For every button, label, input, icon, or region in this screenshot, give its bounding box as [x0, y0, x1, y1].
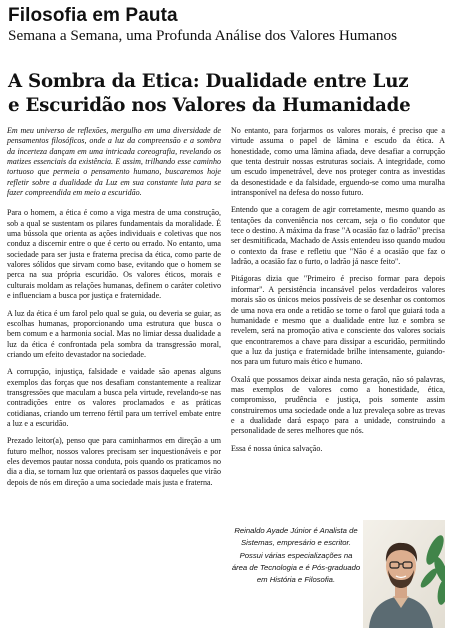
article-headline: [8, 70, 444, 118]
body-paragraph: A luz da ética é um farol pelo qual se guia, ou deveria se guiar, as escolhas humanas, proporcionando uma estrutura que busca o bem comum e a harmonia social. Mas no limiar dessa dualidade a luz da ética é confrontada pela sombra da transgressão moral, criando um efeito devastador na sociedade.: [7, 308, 221, 359]
headline-line-1: A Sombra da Etica: Dualidade entre Luz: [8, 71, 409, 92]
article-column-left: [7, 126, 221, 495]
publication-subtitle: Semana a Semana, uma Profunda Análise dos Valores Humanos: [8, 27, 398, 44]
body-paragraph: A corrupção, injustiça, falsidade e vaidade são apenas alguns exemplos das forças que nos desafiam constantemente a realizar transgressões que maculam a busca pela virtude, revelando-se nas contradições entre os valores proclamados e as práticas cotidianas, criando um terreno fértil para um terrível embate entre a luz e a escuridão.: [7, 367, 221, 428]
body-paragraph: Entendo que a coragem de agir corretamente, mesmo quando as tentações da conveniência nos cercam, seja o fio condutor que tece o destino. A máxima da frase "A ocasião faz o ladrão" precisa ser desmitificada, Machado de Assis entendeu isso quando mudou o contexto da frase e refletiu que "Não é a ocasião que faz o ladrão, a ocasião faz o furto, o ladrão já nasce feito".: [231, 205, 445, 267]
author-portrait-image: [363, 520, 445, 628]
author-block: [231, 520, 445, 628]
body-paragraph: No entanto, para forjarmos os valores morais, é preciso que a virtude assuma o papel de lâmina e escudo da ética. A honestidade, como uma lâmina afiada, deve desafiar a corrupção que tenta destruir nossas estruturas sociais. A integridade, como um escudo impenetrável, deve nos proteger contra as investidas da desonestidade e da falsidade, erguendo-se como uma muralha intransponível na defesa do nosso futuro.: [231, 126, 445, 198]
author-bio: Reinaldo Ayade Júnior é Analista de Sistemas, empresário e escritor. Possui várias especializações na área de Tecnologia e é Pós-graduado em História e Filosofia.: [231, 526, 361, 585]
body-paragraph: Pitágoras dizia que "Primeiro é preciso formar para depois informar". A persistência incansável pelos verdadeiros valores morais são os únicos meios possíveis de se desenhar os contornos de uma nova era onde a retidão se torne o farol que guiará toda a humanidade e mesmo que a dualidade entre luz e sombra se revelem, será na promoção ativa e consciente dos valores sociais que encontraremos a chave para dissipar a escuridão, permitindo que a luz da justiça e fraternidade brilhe intensamente, guiando-nos para um futuro mais ético e humano.: [231, 274, 445, 367]
article-column-right: [231, 126, 445, 461]
masthead: [8, 5, 444, 45]
headline-line-2: e Escuridão nos Valores da Humanidade: [8, 95, 411, 116]
body-paragraph: Oxalá que possamos deixar ainda nesta geração, não só palavras, mas exemplos de valores como a honestidade, ética, compromisso, prudência e justiça, pois somente assim construiremos uma sociedade onde a luz prevaleça sobre as trevas e a dualidade dará espaço para a unidade, construindo a personalidade de seres melhores que nós.: [231, 374, 445, 436]
publication-title: Filosofia em Pauta: [8, 5, 178, 26]
body-paragraph: Prezado leitor(a), penso que para caminharmos em direção a um futuro melhor, nossos valores precisam ser inquestionáveis e por eles devemos pautar nossa conduta, pois quando os praticamos no dia a dia, se tornam luz que orientará os passos daqueles que virão depois de nós em direção a uma sociedade mais justa e fraterna.: [7, 436, 221, 487]
intro-paragraph: Em meu universo de reflexões, mergulho em uma diversidade de pensamentos filosóficos, onde a luz da compreensão e a sombra da incerteza dançam em uma intricada coreografia, revelando os matizes essenciais da existência. E assim, trilhando esse caminho tortuoso que permeia o pensamento humano, buscaremos hoje refletir sobre a dualidade da Luz em sua constante luta para se fazer compreendida em meio a escuridão.: [7, 126, 221, 198]
closing-paragraph: Essa é nossa única salvação.: [231, 443, 323, 453]
author-photo: [363, 520, 445, 628]
body-paragraph: Para o homem, a ética é como a viga mestra de uma construção, sob a qual se sustentam os pilares fundamentais da moralidade. É uma bússola que orienta as ações individuais e coletivas que nos conduz a discernir entre o que é certo ou errado. No entanto, uma sociedade para ser justa e fraterna precisa da ética, como parte de valores sólidos que sirvam como base, evitando que o homem se perca na sua própria escuridão. Os valores éticos, morais e culturais moldam as relações humanas, definem o caráter coletivo e influenciam a busca por justiça e fraternidade.: [7, 208, 221, 301]
